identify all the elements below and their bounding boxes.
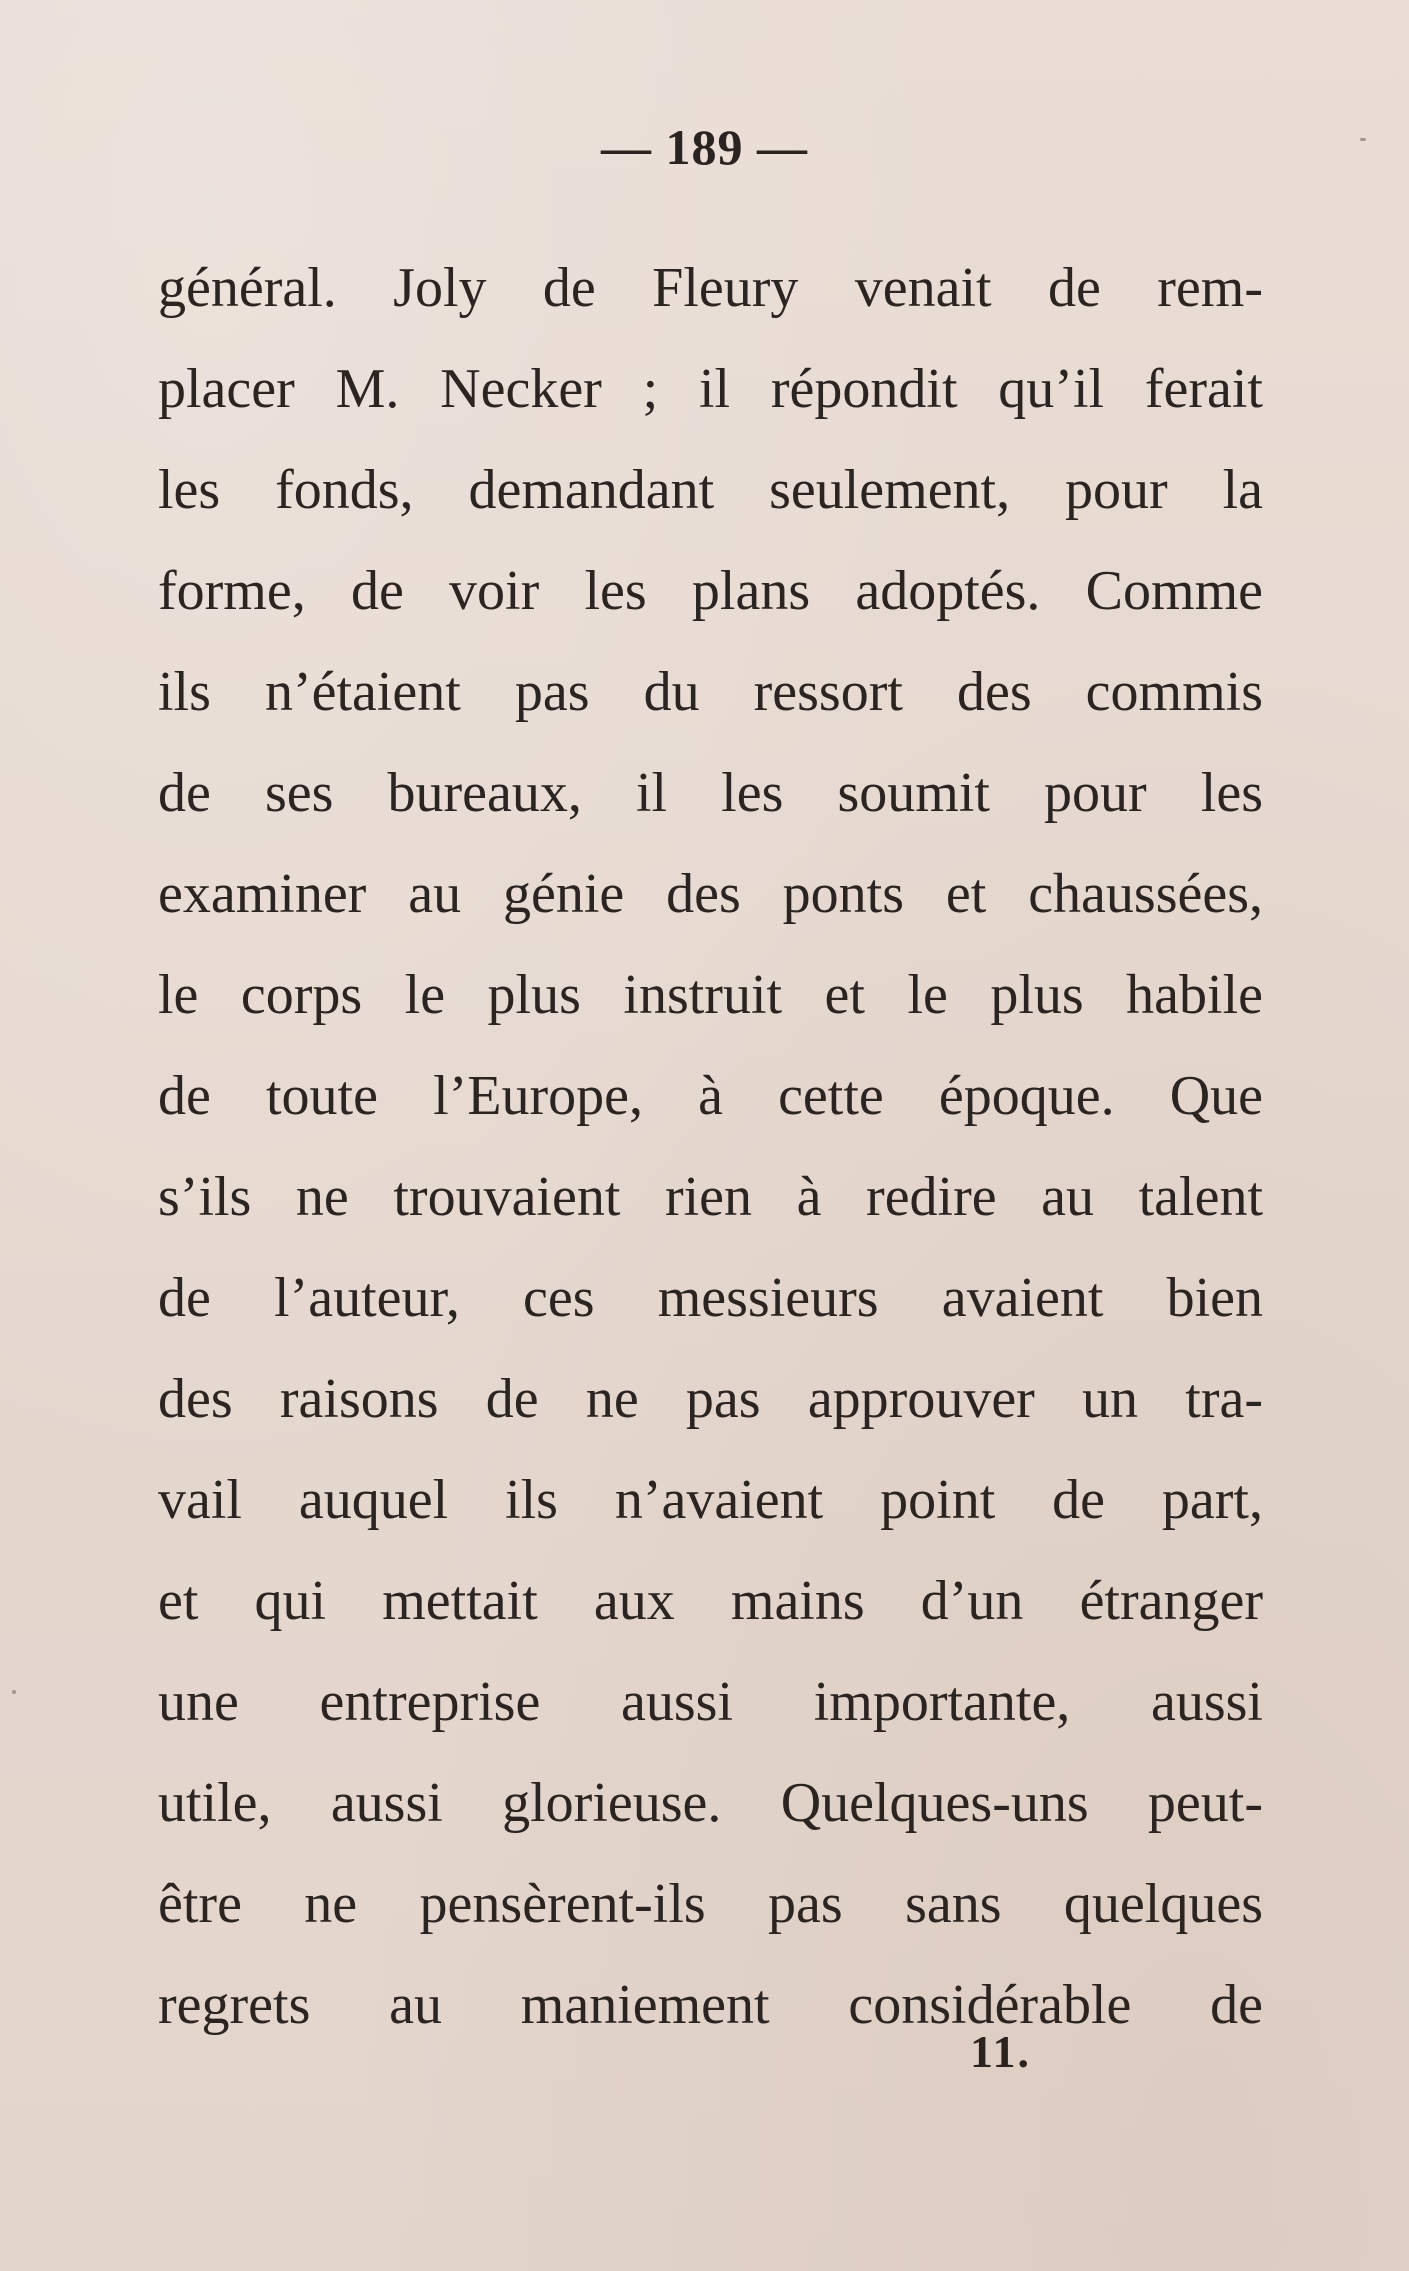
paper-speck	[1360, 138, 1366, 141]
page-number: — 189 —	[601, 119, 808, 175]
body-text	[158, 238, 1263, 2056]
text-line: être ne pensèrent-ils pas sans quelques	[158, 1873, 1263, 1935]
text-line: général. Joly de Fleury venait de rem-	[158, 257, 1263, 319]
signature-mark: 11.	[970, 2026, 1031, 2077]
text-line: de toute l’Europe, à cette époque. Que	[158, 1065, 1263, 1127]
text-line: de l’auteur, ces messieurs avaient bien	[158, 1267, 1263, 1329]
text-line: ils n’étaient pas du ressort des commis	[158, 661, 1263, 723]
paper-speck	[12, 1690, 16, 1694]
text-line: forme, de voir les plans adoptés. Comme	[158, 560, 1263, 622]
text-line: des raisons de ne pas approuver un tra-	[158, 1368, 1263, 1430]
text-line: examiner au génie des ponts et chaussées,	[158, 863, 1263, 925]
text-line: placer M. Necker ; il répondit qu’il ferait	[158, 358, 1263, 420]
text-line: le corps le plus instruit et le plus habile	[158, 964, 1263, 1026]
text-line: une entreprise aussi importante, aussi	[158, 1671, 1263, 1733]
text-line: de ses bureaux, il les soumit pour les	[158, 762, 1263, 824]
text-line: regrets au maniement considérable de	[158, 1974, 1263, 2036]
text-line: s’ils ne trouvaient rien à redire au talent	[158, 1166, 1263, 1228]
text-line: les fonds, demandant seulement, pour la	[158, 459, 1263, 521]
text-line: et qui mettait aux mains d’un étranger	[158, 1570, 1263, 1632]
text-line: vail auquel ils n’avaient point de part,	[158, 1469, 1263, 1531]
text-line: utile, aussi glorieuse. Quelques-uns peut-	[158, 1772, 1263, 1834]
